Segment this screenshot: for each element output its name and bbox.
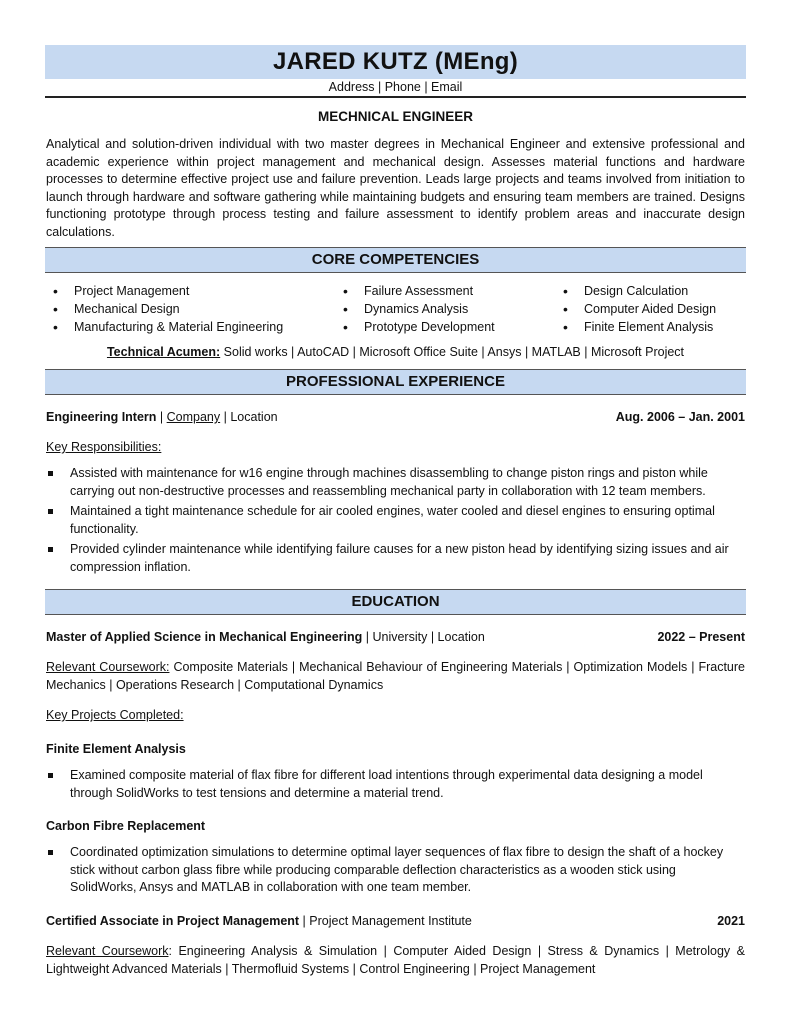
competency-item: • Mechanical Design [50,301,330,319]
technical-acumen-label: Technical Acumen: [106,345,221,359]
certification-issuer: | Project Management Institute [299,914,472,928]
coursework-1 [46,659,745,694]
project-1-list [46,767,745,805]
competency-item: • Project Management [50,283,330,301]
projects-label: Key Projects Completed: [46,708,184,722]
competencies-column-3 [560,283,745,337]
project-2-list [46,844,745,900]
certification-year: 2021 [717,914,745,928]
list-item: Assisted with maintenance for w16 engine through machines disassembling to change piston rings and piston while carrying out non-destructive processes and reassembling mechanical party in collaboration with 12 team members. [46,465,745,500]
competency-item: • Dynamics Analysis [340,301,550,319]
section-heading-competencies: CORE COMPETENCIES [45,247,746,273]
degree-dates: 2022 – Present [657,630,745,644]
header-divider [45,96,746,98]
coursework-text: Composite Materials | Mechanical Behaviour of Engineering Materials | Optimization Models | Fracture Mechanics | Operations Research | Computational Dynamics [46,660,745,692]
competency-item: • Prototype Development [340,319,550,337]
competency-item: • Computer Aided Design [560,301,745,319]
project-title: Carbon Fibre Replacement [46,819,206,833]
competency-item: • Manufacturing & Material Engineering [50,319,330,337]
job-title: Engineering Intern [46,410,157,424]
list-item: Coordinated optimization simulations to determine optimal layer sequences of flax fibre to design the shaft of a hockey stick without carbon glass fibre while producing comparable deflection characteristics as a wooden stick using SolidWorks, Ansys and MATLAB in collaboration with one team member. [46,844,745,897]
competencies-column-1 [50,283,330,337]
coursework-label: Relevant Coursework [46,944,169,958]
competencies-column-2 [340,283,550,337]
list-item: Provided cylinder maintenance while identifying failure causes for a new piston head by identifying sizing issues and air compression inflation. [46,541,745,576]
degree-institution: | University | Location [362,630,485,644]
project-title: Finite Element Analysis [46,742,186,756]
section-heading-experience: PROFESSIONAL EXPERIENCE [45,369,746,395]
job-dates: Aug. 2006 – Jan. 2001 [615,410,745,424]
coursework-label: Relevant Coursework: [46,660,170,674]
job-location: Location [230,410,278,424]
section-heading-education: EDUCATION [45,589,746,615]
list-item: Examined composite material of flax fibre for different load intentions through experimental data designing a model through SolidWorks to test tensions and determine a material trend. [46,767,745,802]
summary-paragraph: Analytical and solution-driven individual with two master degrees in Mechanical Engineer and extensive professional and academic experience within project management and mechanical design. Assesses material functions and hardware processes to determine effective project use and failure prevention. Leads large projects and teams involved from initiation to launch through hardware and software gathering while maintaining budgets and ensuring team members are trained. Designs functioning prototype through process testing and failure assessment to identify problem areas and inaccurate design calculations. [46,137,745,239]
company-name: Company [166,410,221,424]
certification-header [46,913,745,931]
responsibilities-label: Key Responsibilities: [46,440,162,454]
separator: | [156,410,167,424]
degree-header [46,629,745,647]
technical-acumen [45,344,746,362]
competency-item: • Failure Assessment [340,283,550,301]
candidate-name: JARED KUTZ (MEng) [45,45,746,79]
competency-item: • Design Calculation [560,283,745,301]
separator: | [220,410,231,424]
responsibilities-list [46,465,745,579]
degree-title: Master of Applied Science in Mechanical Engineering [46,630,363,644]
competency-item: • Finite Element Analysis [560,319,745,337]
role-title: MECHNICAL ENGINEER [317,109,473,124]
list-item: Maintained a tight maintenance schedule for air cooled engines, water cooled and diesel engines to ensuring optimal functionality. [46,503,745,538]
coursework-2 [46,943,745,978]
job-header [46,409,745,427]
contact-line: Address | Phone | Email [328,80,463,94]
certification-title: Certified Associate in Project Management [46,914,300,928]
coursework-text: : Engineering Analysis & Simulation | Computer Aided Design | Stress & Dynamics | Metrology & Lightweight Advanced Materials | Thermofluid Systems | Control Engineering | Project Management [46,944,745,976]
technical-acumen-value: Solid works | AutoCAD | Microsoft Office Suite | Ansys | MATLAB | Microsoft Project [220,345,685,359]
